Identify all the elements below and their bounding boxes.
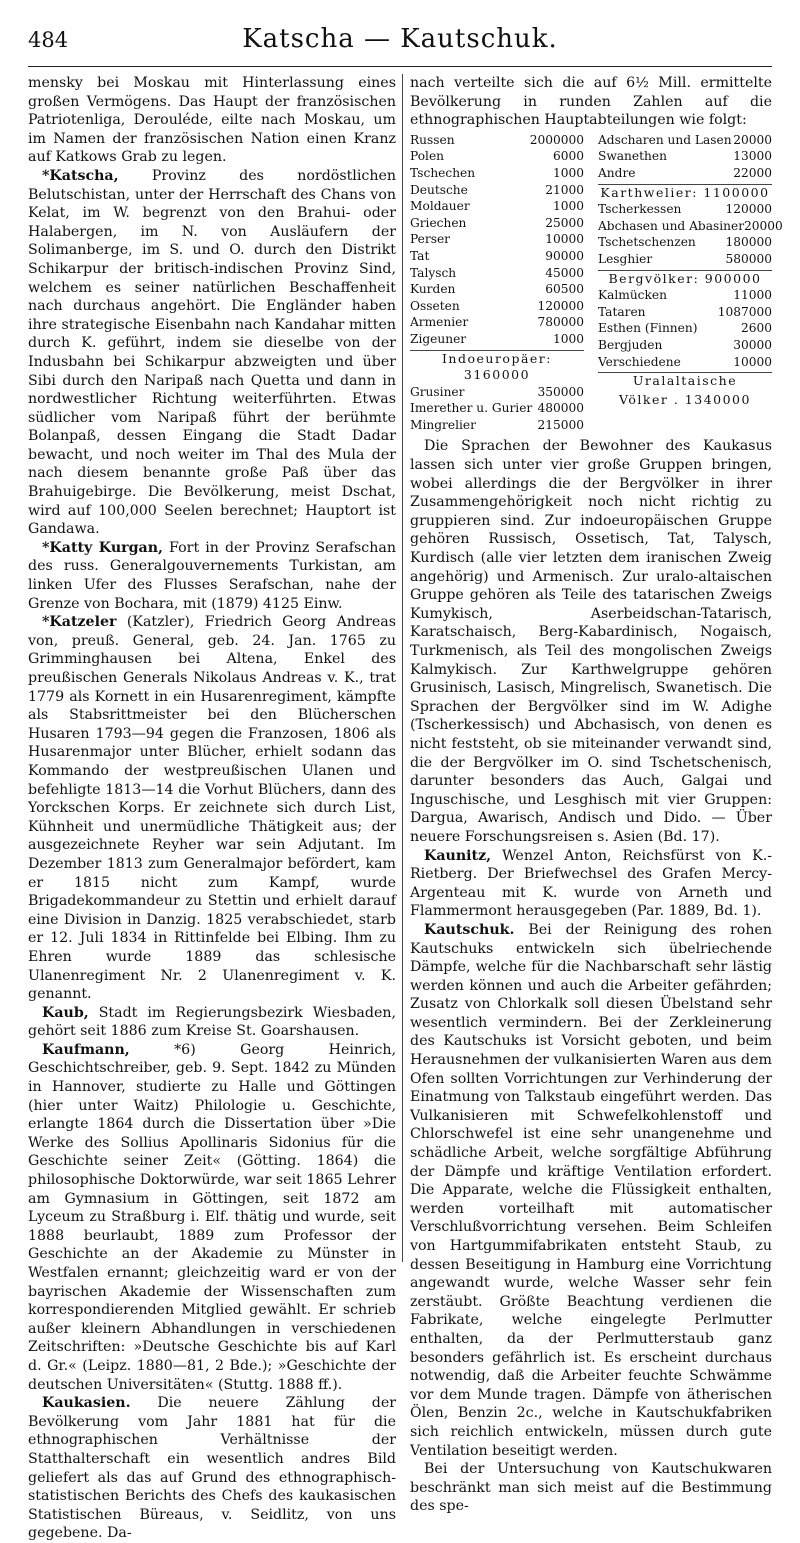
- table-row: [410, 331, 584, 348]
- article-text: Provinz des nordöstlichen Belutschistan, unter der Herrschaft des Chans von Kelat, im W. begrenzt von den Brahui- oder Halabergen, im N. von Ausläufern der Solimanberge, im S. und O. durch den Distrikt Schikarpur der britisch-indischen Provinz Sind, welchem es seiner natürlichen Beschaffenheit nach durchaus angehört. Die Engländer haben ihre strategische Eisenbahn nach Kandahar mitten durch K. geführt, indem sie dieselbe von der Indusbahn bei Schikarpur abzweigten und über Sibi durch den Naripaß nach Quetta und dann in nordwestlicher Richtung weiterführten. Etwas südlicher vom Naripaß führt der berühmte Bolanpaß, dessen Eingang die Stadt Dadar bewacht, und noch weiter im Thal des Mula der nach diesem benannte große Paß über das Brahuigebirge. Die Bevölkerung, meist Dschat, wird auf 100,000 Seelen berechnet; Hauptort ist Gandawa.: [28, 167, 396, 538]
- table-row-name: Abchasen und Abasiner: [598, 218, 745, 233]
- article-text: *6) Georg Heinrich, Geschichtschreiber, geb. 9. Sept. 1842 zu Münden in Hannover, studierte zu Halle und Göttingen (hier unter Waitz) Philologie u. Geschichte, erlangte 1864 durch die Dissertation über »Die Werke des Sollius Apollinaris Sidonius für die Geschichte seiner Zeit« (Götting. 1864) die philosophische Doktorwürde, war seit 1865 Lehrer am Gymnasium in Göttingen, seit 1872 am Lyceum zu Straßburg i. Elf. thätig und wurde, seit 1888 beurlaubt, 1889 zum Professor der Geschichte an der Akademie zu Münster in Westfalen ernannt; gleichzeitig ward er von der bayrischen Akademie der Wissenschaften zum korrespondierenden Mitglied gewählt. Er schrieb außer kleinern Abhandlungen in verschiedenen Zeitschriften: »Deutsche Geschichte bis auf Karl d. Gr.« (Leipz. 1880—81, 2 Bde.); »Geschichte der deutschen Universitäten« (Stuttg. 1888 ff.).: [28, 1041, 396, 1393]
- table-row-value: 1000: [552, 199, 584, 214]
- table-intro: nach verteilte sich die auf 6½ Mill. ermittelte Bevölkerung in runden Zahlen auf die ethnographischen Hauptabteilungen wie folgt:: [410, 75, 772, 129]
- table-row: [410, 165, 584, 182]
- article-paragraph: [410, 1460, 772, 1516]
- article-lemma: Kaukasien.: [42, 1395, 131, 1412]
- table-row-name: Russen: [410, 132, 455, 147]
- page-number: 484: [28, 28, 69, 52]
- table-row-value: 120000: [725, 202, 772, 217]
- table-row-value: 120000: [537, 298, 584, 313]
- table-row: [598, 132, 772, 149]
- article-lemma: Kaub,: [42, 1004, 89, 1021]
- table-row-value: 2000000: [529, 132, 584, 147]
- table-row-name: Lesghier: [598, 251, 653, 266]
- table-row: [410, 198, 584, 215]
- table-row-value: 1087000: [717, 304, 772, 319]
- table-row: [410, 231, 584, 248]
- table-row: [598, 337, 772, 354]
- table-row: [410, 132, 584, 149]
- table-row-name: Perser: [410, 232, 450, 247]
- table-row-name: Adscharen und Lasen: [598, 132, 732, 147]
- table-row-name: Tschechen: [410, 165, 476, 180]
- article-text: (Katzler), Friedrich Georg Andreas von, preuß. General, geb. 24. Jan. 1765 zu Grimminghausen bei Altena, Enkel des preußischen Generals Nikolaus Andreas v. K., trat 1779 als Kornett in ein Husarenregiment, kämpfte als Stabsrittmeister bei den Blücherschen Husaren 1793—94 gegen die Franzosen, 1806 als Husarenmajor unter Blücher, erhielt sodann das Kommando der westpreußischen Ulanen und befehligte 1813—14 die Vorhut Blüchers, dann des Yorckschen Korps. Er zeichnete sich durch List, Kühnheit und unermüdliche Thätigkeit aus; der ausgezeichnete Reyher war sein Adjutant. Im Dezember 1813 zum Generalmajor befördert, kam er 1815 nicht zum Kampf, wurde Brigadekommandeur zu Stettin und erhielt darauf eine Division in Danzig. 1825 verabschiedet, starb er 12. Juli 1834 in Rittinfelde bei Elbing. Ihm zu Ehren wurde 1889 das schlesische Ulanenregiment Nr. 2 Ulanenregiment v. K. genannt.: [28, 614, 396, 1003]
- table-row: [598, 165, 772, 182]
- article-paragraph: [28, 1041, 396, 1394]
- table-row: [598, 148, 772, 165]
- article-lemma: *Katzeler: [42, 614, 117, 631]
- right-paragraphs: [410, 437, 772, 1515]
- table-row-name: Verschiedene: [598, 354, 681, 369]
- table-row-value: 180000: [725, 235, 772, 250]
- article-lemma: *Katty Kurgan,: [42, 539, 163, 556]
- table-row: [410, 298, 584, 315]
- article-lemma: Kaufmann,: [42, 1041, 130, 1058]
- table-row-value: 350000: [537, 384, 584, 399]
- table-row-value: 20000: [744, 218, 783, 233]
- article-text: mensky bei Moskau mit Hinterlassung eines großen Vermögens. Das Haupt der französischen Patriotenliga, Derouléde, eilte nach Moskau, um im Namen der französischen Nation einen Kranz auf Katkows Grab zu legen.: [28, 75, 396, 166]
- table-row: [410, 314, 584, 331]
- table-row-value: 215000: [537, 417, 584, 432]
- table-row-name: Osseten: [410, 298, 460, 313]
- table-row-value: 20000: [733, 132, 772, 147]
- table-row: [598, 287, 772, 304]
- table-row: [410, 148, 584, 165]
- article-text: Die Sprachen der Bewohner des Kaukasus lassen sich unter vier große Gruppen bringen, wobei allerdings die der Bergvölker in ihrer Zusammengehörigkeit noch nicht richtig zu gruppieren sind. Zur indoeuropäischen Gruppe gehören Russisch, Ossetisch, Tat, Talysch, Kurdisch (alle vier letzten dem iranischen Zweig angehörig) und Armenisch. Zur uralo-altaischen Gruppe gehören als Teile des tatarischen Zweigs Kumykisch, Aserbeidschan-Tatarisch, Karatschaisch, Berg-Kabardinisch, Nogaisch, Turkmenisch, als Teil des mongolischen Zweigs Kalmykisch. Zur Karthwelgruppe gehören Grusinisch, Lasisch, Mingrelisch, Swanetisch. Die Sprachen der Bergvölker sind im W. Adighe (Tscherkessisch) und Abchasisch, von denen es nicht feststeht, ob sie miteinander verwandt sind, die der Bergvölker im O. sind Tschetschenisch, darunter besonders das Auch, Galgai und Inguschische, und Lesghisch mit vier Gruppen: Dargua, Awarisch, Andisch und Dido. — Über neuere Forschungsreisen s. Asien (Bd. 17).: [410, 438, 772, 845]
- table-row-value: 45000: [545, 265, 584, 280]
- page-title: Katscha — Kautschuk.: [242, 24, 558, 54]
- article-text: Wenzel Anton, Reichsfürst von K.-Rietberg. Der Briefwechsel des Grafen Mercy-Argenteau mit K. wurde von Arneth und Flammermont herausgegeben (Par. 1889, Bd. 1).: [410, 847, 772, 920]
- table-row-name: Moldauer: [410, 199, 470, 214]
- table-row-name: Armenier: [410, 315, 469, 330]
- table-row-value: 21000: [545, 182, 584, 197]
- table-row: [410, 248, 584, 265]
- table-row-name: Imerether u. Gurier: [410, 401, 533, 416]
- table-row-name: Tscherkessen: [598, 202, 682, 217]
- article-paragraph: [28, 167, 396, 539]
- table-row-value: 22000: [733, 165, 772, 180]
- table-row: [598, 218, 783, 235]
- table-row-name: Swanethen: [598, 149, 667, 164]
- table-row: [598, 304, 772, 321]
- table-row: [598, 354, 772, 371]
- left-column: [28, 74, 396, 1543]
- table-row-value: 11000: [733, 288, 772, 303]
- table-row-value: 25000: [545, 215, 584, 230]
- table-row-name: Andre: [598, 165, 636, 180]
- table-row-name: Deutsche: [410, 182, 468, 197]
- table-row: [410, 281, 584, 298]
- article-paragraph: [28, 74, 396, 167]
- table-row: [598, 234, 772, 251]
- table-row-name: Zigeuner: [410, 331, 467, 346]
- table-sum-uralaltaische-label: Uralaltaische: [598, 372, 772, 390]
- table-row: [410, 215, 584, 232]
- table-row: [410, 400, 584, 417]
- article-lemma: Kaunitz,: [424, 847, 492, 864]
- header-rule: [28, 66, 772, 67]
- table-row-value: 2600: [740, 321, 772, 336]
- table-right-half: [598, 132, 783, 434]
- running-header: [28, 10, 772, 64]
- table-sum-karthwelier: Karthwelier: 1100000: [598, 184, 772, 202]
- table-sum-bergvoelker: Bergvölker: 900000: [598, 270, 772, 288]
- table-row-value: 480000: [537, 401, 584, 416]
- article-text: Bei der Untersuchung von Kautschukwaren beschränkt man sich meist auf die Bestimmung des spe-: [410, 1461, 772, 1515]
- article-paragraph: [410, 437, 772, 846]
- table-row-value: 90000: [545, 248, 584, 263]
- table-row-name: Bergjuden: [598, 337, 663, 352]
- article-text: Bei der Reinigung des rohen Kautschuks entwickeln sich übelriechende Dämpfe, welche für die Nachbarschaft sehr lästig werden können und auch die Arbeiter gefährden; Zusatz von Chlorkalk soll diesen Übelstand sehr wesentlich vermindern. Bei der Zerkleinerung des Kautschuks ist Vorsicht geboten, und beim Herausnehmen der vulkanisierten Waren aus dem Ofen sollten Vorrichtungen zur Verhinderung der Einatmung von Talkstaub eingeführt werden. Das Vulkanisieren mit Schwefelkohlenstoff und Chlorschwefel ist eine sehr unangenehme und schädliche Arbeit, welche sorgfältige Abführung der Dämpfe und kräftige Ventilation erfordert. Die Apparate, welche die Flüssigkeit enthalten, werden vorteilhaft mit automatischer Verschlußvorrichtung versehen. Beim Schleifen von Hartgummifabrikaten entsteht Staub, zu dessen Beseitigung in Hamburg eine Vorrichtung angewandt wurde, welche Wasser sehr fein zerstäubt. Größte Beachtung verdienen die Fabrikate, welche eingelegte Perlmutter enthalten, da der Perlmutterstaub ganz besonders gefährlich ist. Es erscheint durchaus notwendig, daß die Arbeiter feuchte Schwämme vor dem Munde tragen. Dämpfe von ätherischen Ölen, Benzin 2c., welche in Kautschukfabriken sich reichlich entwickeln, müssen durch gute Ventilation beseitigt werden.: [410, 921, 772, 1459]
- table-row-name: Tataren: [598, 304, 646, 319]
- table-row-value: 30000: [733, 337, 772, 352]
- population-table: [410, 132, 783, 434]
- table-sum-indoeuropaeer: Indoeuropäer: 3160000: [410, 350, 584, 384]
- article-paragraph: [28, 613, 396, 1003]
- table-row-name: Griechen: [410, 215, 467, 230]
- column-divider: [402, 74, 403, 1262]
- table-row: [410, 384, 584, 401]
- article-text: Stadt im Regierungsbezirk Wiesbaden, gehört seit 1886 zum Kreise St. Goarshausen.: [28, 1004, 396, 1040]
- table-row: [410, 182, 584, 199]
- table-row: [410, 417, 584, 434]
- table-row-name: Talysch: [410, 265, 457, 280]
- table-row-value: 6000: [552, 149, 584, 164]
- article-paragraph: [28, 1394, 396, 1543]
- table-row-value: 1000: [552, 165, 584, 180]
- table-sum-uralaltaische: Völker . 1340000: [619, 391, 751, 407]
- table-row-name: Polen: [410, 149, 445, 164]
- article-paragraph: [410, 921, 772, 1460]
- table-row-value: 580000: [725, 251, 772, 266]
- table-row-value: 1000: [552, 331, 584, 346]
- table-row-name: Kalmücken: [598, 288, 667, 303]
- table-row-name: Tschetschenzen: [598, 235, 696, 250]
- table-row: [598, 201, 772, 218]
- article-paragraph: [28, 1004, 396, 1041]
- table-row-name: Grusiner: [410, 384, 465, 399]
- table-row: [410, 265, 584, 282]
- table-row-value: 10000: [545, 232, 584, 247]
- table-row-name: Mingrelier: [410, 417, 476, 432]
- table-row-name: Esthen (Finnen): [598, 321, 698, 336]
- article-paragraph: [410, 847, 772, 921]
- article-lemma: *Katscha,: [42, 167, 119, 184]
- article-text: Die neuere Zählung der Bevölkerung vom Jahr 1881 hat für die ethnographischen Verhältnisse der Statthalterschaft ein wesentlich andres Bild geliefert als das auf Grund des ethnographisch-statistischen Berichts des Chefs des kaukasischen Statistischen Büreaus, v. Seidlitz, von uns gegebene. Da-: [28, 1395, 396, 1542]
- table-row-name: Tat: [410, 248, 430, 263]
- table-left-half: [410, 132, 584, 434]
- table-row-value: 10000: [733, 354, 772, 369]
- table-row-name: Kurden: [410, 282, 456, 297]
- table-row: [598, 251, 772, 268]
- right-column: [410, 74, 783, 1516]
- table-row-value: 13000: [733, 149, 772, 164]
- table-row-value: 780000: [537, 315, 584, 330]
- article-lemma: Kautschuk.: [424, 921, 515, 938]
- table-row-value: 60500: [545, 282, 584, 297]
- article-text: Fort in der Provinz Serafschan des russ. Generalgouvernements Turkistan, am linken Ufer des Flusses Serafschan, nahe der Grenze von Bochara, mit (1879) 4125 Einw.: [28, 539, 396, 612]
- article-paragraph: [28, 539, 396, 613]
- table-row: [598, 320, 772, 337]
